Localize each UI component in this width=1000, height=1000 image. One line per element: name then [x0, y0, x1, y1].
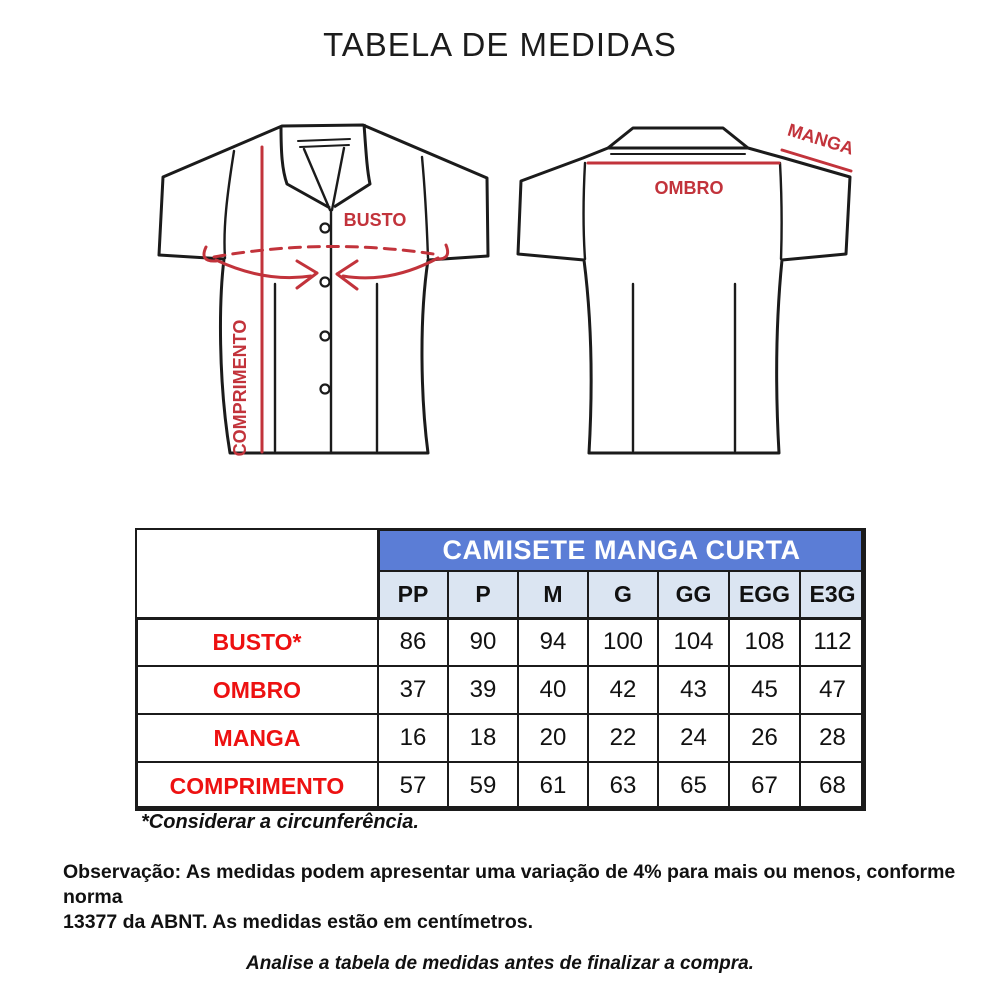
row-label-busto: BUSTO* — [136, 618, 378, 666]
size-cell: 39 — [448, 666, 518, 714]
table-row-busto — [136, 618, 865, 666]
size-cell: 16 — [378, 714, 448, 762]
col-header-gg: GG — [658, 571, 729, 618]
col-header-e3g: E3G — [800, 571, 865, 618]
page-title: TABELA DE MEDIDAS — [323, 26, 677, 63]
size-cell: 43 — [658, 666, 729, 714]
size-cell: 42 — [588, 666, 658, 714]
size-cell: 61 — [518, 762, 588, 810]
observation-note — [63, 860, 963, 935]
shirt-measurement-diagram — [140, 105, 900, 475]
size-cell: 94 — [518, 618, 588, 666]
size-cell: 86 — [378, 618, 448, 666]
size-cell: 67 — [729, 762, 800, 810]
col-header-m: M — [518, 571, 588, 618]
size-cell: 65 — [658, 762, 729, 810]
length-label: COMPRIMENTO — [230, 319, 250, 457]
col-header-g: G — [588, 571, 658, 618]
row-label-ombro: OMBRO — [136, 666, 378, 714]
size-cell: 100 — [588, 618, 658, 666]
size-cell: 18 — [448, 714, 518, 762]
size-cell: 37 — [378, 666, 448, 714]
size-cell: 26 — [729, 714, 800, 762]
col-header-pp: PP — [378, 571, 448, 618]
size-cell: 112 — [800, 618, 865, 666]
sleeve-label: MANGA — [785, 119, 857, 159]
table-row-comprimento — [136, 762, 865, 810]
shirt-back-diagram — [518, 120, 856, 453]
size-cell: 59 — [448, 762, 518, 810]
size-cell: 108 — [729, 618, 800, 666]
size-cell: 63 — [588, 762, 658, 810]
row-label-comprimento: COMPRIMENTO — [136, 762, 378, 810]
table-row-ombro — [136, 666, 865, 714]
table-row-manga — [136, 714, 865, 762]
size-cell: 20 — [518, 714, 588, 762]
size-cell: 104 — [658, 618, 729, 666]
size-cell: 45 — [729, 666, 800, 714]
bottom-note: Analise a tabela de medidas antes de finalizar a compra. — [246, 953, 754, 974]
size-cell: 28 — [800, 714, 865, 762]
size-cell: 90 — [448, 618, 518, 666]
table-blank-corner — [136, 529, 378, 618]
col-header-p: P — [448, 571, 518, 618]
size-cell: 24 — [658, 714, 729, 762]
row-label-manga: MANGA — [136, 714, 378, 762]
size-cell: 40 — [518, 666, 588, 714]
observation-line-2: 13377 da ABNT. As medidas estão em centímetros. — [63, 911, 533, 933]
size-cell: 47 — [800, 666, 865, 714]
table-title: CAMISETE MANGA CURTA — [378, 529, 865, 571]
back-collar — [608, 128, 748, 148]
shirt-front-diagram — [159, 124, 488, 456]
size-table-grid — [135, 528, 866, 811]
size-cell: 57 — [378, 762, 448, 810]
front-shirt-outline — [159, 125, 488, 453]
bust-label: BUSTO — [343, 210, 407, 230]
footnote: *Considerar a circunferência. — [141, 811, 419, 833]
col-header-egg: EGG — [729, 571, 800, 618]
size-table — [135, 528, 870, 818]
size-cell: 22 — [588, 714, 658, 762]
shoulder-label: OMBRO — [654, 178, 724, 198]
size-cell: 68 — [800, 762, 865, 810]
observation-line-1: Observação: As medidas podem apresentar uma variação de 4% para mais ou menos, conforme norma — [63, 861, 956, 908]
